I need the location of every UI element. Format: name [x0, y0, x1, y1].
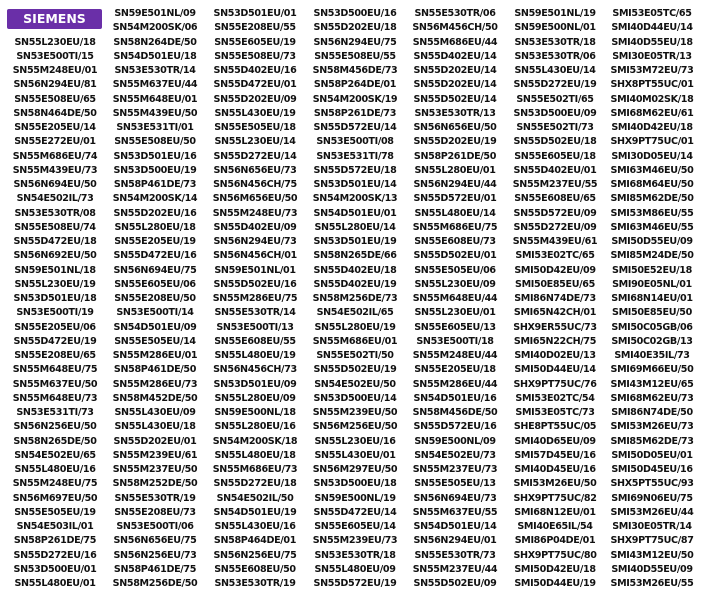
model-number: SMI69M66EU/50 [610, 364, 694, 376]
model-number: SN59E501NL/18 [14, 264, 96, 276]
model-number: SN55E208EU/65 [14, 350, 96, 361]
model-number: SN54E502IL/50 [216, 492, 294, 504]
model-number: SMI85M62DE/50 [610, 193, 694, 205]
model-number: SN58M252DE/50 [112, 478, 198, 490]
model-number: SMI50E52EU/18 [612, 264, 692, 276]
model-number: SN58P461DE/75 [113, 563, 197, 575]
model-number: SN55D472EU/01 [213, 79, 297, 91]
model-number: SN55L230EU/09 [414, 278, 496, 290]
model-number: SN53E531TI/01 [116, 122, 194, 133]
model-number: SN58N464DE/50 [13, 107, 97, 119]
model-number: SN59E500NL/18 [214, 407, 296, 418]
model-number: SHE8PT55UC/05 [513, 421, 597, 433]
model-number: SN55M248EU/01 [12, 65, 98, 76]
model-number: SMI30E05TR/13 [612, 50, 692, 62]
model-number: SN59E501NL/01 [214, 264, 296, 276]
model-number: SN55M648EU/73 [12, 392, 98, 404]
model-number: SN56N256EU/73 [113, 549, 197, 561]
model-number: SMI43M12EU/65 [610, 378, 694, 390]
model-number: SMI40D45EU/16 [514, 464, 596, 475]
model-number: SN59E500NL/19 [314, 492, 396, 504]
model-number: SN55E208EU/50 [114, 293, 196, 304]
model-number: SN55D202EU/14 [413, 79, 497, 91]
model-number: SN55E608EU/50 [214, 563, 296, 575]
model-number: SN56M697EU/50 [12, 492, 98, 504]
model-number: SN55L230EU/01 [414, 307, 496, 319]
model-number: SMI53E05TC/65 [612, 8, 692, 19]
model-number: SN53E530TR/08 [14, 207, 96, 219]
model-number: SN56N694EU/50 [13, 179, 97, 190]
model-number: SN55E605EU/13 [414, 321, 496, 333]
model-number: SHX9PT75UC/76 [513, 378, 597, 390]
model-number: SN55E505EU/18 [214, 122, 296, 133]
model-number: SN55D272EU/18 [213, 478, 297, 490]
model-number: SN53D500EU/19 [113, 164, 197, 176]
model-number: SN56N456CH/75 [213, 179, 297, 190]
model-number: SN58M456DE/50 [412, 407, 498, 418]
model-number: SMI50D44EU/14 [514, 364, 596, 376]
model-number: SMI53M26EU/44 [610, 506, 694, 518]
model-number: SN55E608EU/65 [514, 193, 596, 205]
model-number: SMI50D42EU/09 [514, 264, 596, 276]
model-number: SN53E531TI/73 [16, 407, 94, 418]
model-number: SN53E530TR/14 [114, 65, 196, 76]
model-number: SN55E205EU/19 [114, 236, 196, 247]
model-number: SN55E530TR/06 [414, 8, 496, 19]
model-number: SMI50C02GB/13 [611, 335, 693, 347]
model-number: SN53D500EU/14 [313, 392, 397, 404]
model-number: SN55L230EU/19 [14, 278, 96, 290]
model-number: SN53E500TI/06 [116, 521, 194, 532]
model-number: SN55L280EU/16 [214, 421, 296, 433]
model-number: SN56M456CH/50 [412, 22, 498, 34]
model-number: SN55E508EU/50 [114, 136, 196, 148]
model-number: SN55D502EU/16 [213, 278, 297, 290]
model-number: SMI57D45EU/16 [514, 449, 596, 461]
model-number: SN55L430EU/14 [514, 65, 596, 76]
model-number: SMI50D45EU/16 [611, 464, 693, 475]
model-number: SN55E508EU/55 [314, 50, 396, 62]
model-number: SN55E205EU/14 [14, 122, 96, 133]
model-number: SN54E502IL/73 [16, 193, 94, 205]
model-number: SN55D402EU/01 [513, 164, 597, 176]
model-number: SN56N294EU/81 [13, 79, 97, 91]
model-number: SHX9PT75UC/82 [513, 492, 597, 504]
model-number: SMI68M62EU/61 [610, 107, 694, 119]
model-number: SMI63M46EU/55 [610, 221, 694, 233]
model-number: SN58P461DE/73 [113, 179, 197, 190]
model-number: SN55L280EU/14 [314, 221, 396, 233]
model-number: SN53D501EU/16 [113, 150, 197, 162]
model-number: SN55E208EU/73 [114, 506, 196, 518]
model-number: SMI53M72EU/73 [610, 65, 694, 76]
model-number: SMI40D42EU/18 [611, 122, 693, 133]
model-number: SN56M256EU/50 [312, 421, 398, 433]
model-number: SN55D502EU/18 [513, 136, 597, 148]
model-number: SN55D202EU/01 [113, 435, 197, 447]
model-number: SN54E502EU/73 [414, 449, 496, 461]
model-number: SMI50E85EU/65 [515, 278, 595, 290]
model-number: SN55M248EU/44 [412, 350, 498, 361]
model-number: SMI50D44EU/19 [514, 578, 596, 589]
model-number: SMI40D55EU/18 [611, 36, 693, 48]
model-number: SN54M200SK/13 [312, 193, 398, 205]
model-number: SMI50E85EU/50 [612, 307, 692, 319]
model-number: SN58M452DE/50 [112, 392, 198, 404]
model-number: SN55M237EU/50 [112, 464, 198, 475]
model-number: SHX9PT75UC/01 [610, 136, 694, 148]
model-number: SN55L230EU/18 [14, 36, 96, 48]
model-number: SN55M239EU/61 [112, 449, 198, 461]
model-number: SMI53M26EU/55 [610, 578, 694, 589]
model-number: SN55E530TR/14 [214, 307, 296, 319]
model-number: SMI40D44EU/14 [611, 22, 693, 34]
model-number: SN55M286EU/01 [112, 350, 198, 361]
model-number: SN55M637EU/50 [12, 378, 98, 390]
model-number: SN55E505EU/06 [414, 264, 496, 276]
model-number: SN54E502IL/65 [316, 307, 394, 319]
model-number: SN55D472EU/18 [13, 236, 97, 247]
model-number: SN55D202EU/09 [213, 93, 297, 105]
model-number: SN58P261DE/75 [13, 535, 97, 547]
model-number: SN55D572EU/16 [413, 421, 497, 433]
model-number: SN56N256EU/75 [213, 549, 297, 561]
model-number: SN55E502TI/50 [316, 350, 394, 361]
model-number: SN55M686EU/73 [212, 464, 298, 475]
model-number: SN55M637EU/44 [112, 79, 198, 91]
model-number: SN56M297EU/50 [312, 464, 398, 475]
model-number: SN58N265DE/66 [313, 250, 397, 262]
model-number: SN58M256DE/73 [312, 293, 398, 304]
model-number: SN53E531TI/78 [316, 150, 394, 162]
model-number: SN53D501EU/18 [13, 293, 97, 304]
model-number: SMI40D02EU/13 [514, 350, 596, 361]
model-number: SN55D572EU/14 [313, 122, 397, 133]
model-number: SN53D500EU/09 [513, 107, 597, 119]
model-number: SN55D272EU/14 [213, 150, 297, 162]
model-number: SN56N656EU/50 [413, 122, 497, 133]
model-number: SN53D501EU/01 [213, 8, 297, 19]
model-number: SHX5PT55UC/93 [610, 478, 694, 490]
model-number: SMI40M02SK/18 [610, 93, 694, 105]
model-number: SMI40D55EU/09 [611, 563, 693, 575]
model-number: SMI63M46EU/50 [610, 164, 694, 176]
model-number: SN55E505EU/19 [14, 506, 96, 518]
model-number: SN54E502EU/50 [314, 378, 396, 390]
model-number: SMI68N12EU/01 [514, 506, 596, 518]
model-number: SN54E502EU/65 [14, 449, 96, 461]
model-number: SN55D572EU/19 [313, 578, 397, 589]
model-number: SMI50D05EU/01 [611, 449, 693, 461]
model-number: SN55L480EU/09 [314, 563, 396, 575]
model-number: SN53E530TR/06 [514, 50, 596, 62]
model-number: SN53E530TR/19 [214, 578, 296, 589]
model-number: SN55L480EU/16 [14, 464, 96, 475]
model-number: SN55L230EU/14 [214, 136, 296, 148]
model-number: SN55M237EU/44 [412, 563, 498, 575]
model-number: SN56N694EU/75 [113, 264, 197, 276]
model-number: SN55L430EU/09 [114, 407, 196, 418]
model-number: SN53D500EU/16 [313, 8, 397, 19]
model-number: SN55M439EU/50 [112, 107, 198, 119]
model-number: SN55D502EU/19 [313, 364, 397, 376]
model-number: SN56N456CH/73 [213, 364, 297, 376]
model-number: SMI68M62EU/73 [610, 392, 694, 404]
model-number: SN54D501EU/19 [213, 506, 297, 518]
model-number: SHX9PT75UC/87 [610, 535, 694, 547]
model-number: SN55D202EU/14 [413, 65, 497, 76]
model-number: SN55L280EU/19 [314, 321, 396, 333]
model-number: SN55M248EU/75 [12, 478, 98, 490]
model-number: SN55E205EU/18 [414, 364, 496, 376]
model-number: SN55D402EU/09 [213, 221, 297, 233]
model-number: SMI30D05EU/14 [611, 150, 693, 162]
model-number: SN55D202EU/16 [113, 207, 197, 219]
model-number: SN55L480EU/18 [214, 449, 296, 461]
model-number: SN54M200SK/06 [112, 22, 198, 34]
model-number: SN55L280EU/18 [114, 221, 196, 233]
model-number: SN54D501EU/18 [113, 50, 197, 62]
model-number: SN53E500TI/08 [316, 136, 394, 148]
model-number: SN55E505EU/14 [114, 335, 196, 347]
model-number: SN55D402EU/18 [313, 264, 397, 276]
model-number: SN53D500EU/18 [313, 478, 397, 490]
model-number: SN56N656EU/73 [213, 164, 297, 176]
model-number: SN54M200SK/18 [212, 435, 298, 447]
model-number: SN55L480EU/01 [14, 578, 96, 589]
model-number: SN55D472EU/19 [13, 335, 97, 347]
model-number: SN55M686EU/74 [12, 150, 98, 162]
model-number: SN54M200SK/19 [312, 93, 398, 105]
model-number: SN55L280EU/01 [414, 164, 496, 176]
model-number: SN53E500TI/19 [16, 307, 94, 319]
model-number: SN58P261DE/50 [413, 150, 497, 162]
model-number: SN55D272EU/16 [13, 549, 97, 561]
model-number: SN55M648EU/01 [112, 93, 198, 105]
model-number: SN55M648EU/44 [412, 293, 498, 304]
model-number: SN55D472EU/16 [113, 250, 197, 262]
model-number: SN56M656EU/50 [212, 193, 298, 205]
model-number: SN54M200SK/14 [112, 193, 198, 205]
model-number: SMI53E02TC/65 [515, 250, 595, 262]
model-number: SMI68N14EU/01 [611, 293, 693, 304]
model-number: SN55M648EU/75 [12, 364, 98, 376]
model-number: SMI50D42EU/18 [514, 563, 596, 575]
model-number: SN54D501EU/01 [313, 207, 397, 219]
model-number: SN56N694EU/73 [413, 492, 497, 504]
model-number: SMI50D55EU/09 [611, 236, 693, 247]
model-number: SN55M439EU/73 [12, 164, 98, 176]
model-number: SN55L430EU/18 [114, 421, 196, 433]
model-number: SN55E508EU/65 [14, 93, 96, 105]
model-number: SN59E500NL/01 [514, 22, 596, 34]
model-number: SN55L430EU/19 [214, 107, 296, 119]
model-number: SN54D501EU/16 [413, 392, 497, 404]
model-number: SN55L480EU/14 [414, 207, 496, 219]
model-number: SN58P464DE/01 [213, 535, 297, 547]
model-number: SN55D402EU/16 [213, 65, 297, 76]
model-number: SN55E608EU/55 [214, 335, 296, 347]
model-number: SN55L280EU/09 [214, 392, 296, 404]
model-number: SN55L230EU/16 [314, 435, 396, 447]
model-number: SMI53M26EU/50 [513, 478, 597, 490]
model-number: SN55E530TR/19 [114, 492, 196, 504]
model-number: SMI30E05TR/14 [612, 521, 692, 532]
model-number: SHX8PT55UC/01 [610, 79, 694, 91]
model-number: SN55E608EU/73 [414, 236, 496, 247]
model-number: SMI53M26EU/73 [610, 421, 694, 433]
model-number: SN59E501NL/19 [514, 8, 596, 19]
model-number: SN54E503IL/01 [16, 521, 94, 532]
model-number: SN55E502TI/65 [516, 93, 594, 105]
model-number: SN55D502EU/01 [413, 250, 497, 262]
model-number: SN55M637EU/55 [412, 506, 498, 518]
model-number: SN55E605EU/06 [114, 278, 196, 290]
model-number: SMI50C05GB/06 [611, 321, 693, 333]
model-number: SN53D501EU/14 [313, 179, 397, 190]
model-number: SN59E501NL/09 [114, 8, 196, 19]
model-number: SN55M286EU/75 [212, 293, 298, 304]
model-number: SN55M286EU/44 [412, 378, 498, 390]
model-number: SN55E605EU/18 [514, 150, 596, 162]
model-number: SN55M286EU/73 [112, 378, 198, 390]
model-number: SN56N294EU/44 [413, 179, 497, 190]
model-number: SMI86P04DE/01 [514, 535, 596, 547]
model-number: SMI40E35IL/73 [614, 350, 690, 361]
model-number: SMI53E02TC/54 [515, 392, 595, 404]
model-number: SN55D572EU/09 [513, 207, 597, 219]
model-number: SN55E605EU/14 [314, 521, 396, 532]
model-number: SN55E605EU/19 [214, 36, 296, 48]
model-number: SHX9ER55UC/73 [513, 321, 597, 333]
model-number: SMI53M86EU/55 [610, 207, 694, 219]
model-number: SN56N456CH/01 [213, 250, 297, 262]
model-number: SN55L430EU/01 [314, 449, 396, 461]
model-number: SN56N294EU/01 [413, 535, 497, 547]
model-number: SN53E500TI/14 [116, 307, 194, 319]
model-number: SN55D502EU/14 [413, 93, 497, 105]
model-number: SN55M439EU/61 [512, 236, 598, 247]
model-number: SN53E530TR/18 [514, 36, 596, 48]
model-number: SN55D402EU/14 [413, 50, 497, 62]
model-number: SN55D572EU/18 [313, 164, 397, 176]
model-number: SN53D500EU/01 [13, 563, 97, 575]
model-number: SMI65N42CH/01 [513, 307, 597, 319]
model-number: SN55M237EU/73 [412, 464, 498, 475]
model-number: SN55L430EU/16 [214, 521, 296, 532]
model-number: SN55D202EU/18 [313, 22, 397, 34]
model-number: SN55E272EU/01 [14, 136, 96, 148]
model-number: SN53E530TR/18 [314, 549, 396, 561]
model-number: SMI68M64EU/50 [610, 179, 694, 190]
model-number: SMI65N22CH/75 [513, 335, 597, 347]
model-number: SN55E502TI/73 [516, 122, 594, 133]
model-number: SMI90E05NL/01 [612, 278, 692, 290]
model-number: SN58N264DE/50 [113, 36, 197, 48]
model-number: SN55D272EU/09 [513, 221, 597, 233]
model-number: SMI85M62DE/73 [610, 435, 694, 447]
model-number: SN56N294EU/73 [213, 236, 297, 247]
model-number: SN58P261DE/73 [313, 107, 397, 119]
model-number: SN54D501EU/14 [413, 521, 497, 532]
model-number: SN55M248EU/73 [212, 207, 298, 219]
model-number: SN55D502EU/09 [413, 578, 497, 589]
model-number: SMI53E05TC/73 [515, 407, 595, 418]
model-number: SN56N294EU/75 [313, 36, 397, 48]
model-number: SN54D501EU/09 [113, 321, 197, 333]
model-number: SN53E500TI/13 [216, 321, 294, 333]
model-number: SMI86N74DE/50 [611, 407, 693, 418]
model-number: SN55D572EU/01 [413, 193, 497, 205]
model-number: SN53E530TR/13 [414, 107, 496, 119]
model-number: SN58M456DE/73 [312, 65, 398, 76]
model-number: SN55M239EU/73 [312, 535, 398, 547]
model-number: SN56N656EU/75 [113, 535, 197, 547]
model-number: SMI40E65IL/54 [517, 521, 593, 532]
model-number: SN55M686EU/75 [412, 221, 498, 233]
model-number: SN56N692EU/50 [13, 250, 97, 262]
model-number: SMI40D65EU/09 [514, 435, 596, 447]
model-number: SN55M239EU/50 [312, 407, 398, 418]
model-number: SMI85M24DE/50 [610, 250, 694, 262]
model-number: SHX9PT75UC/80 [513, 549, 597, 561]
model-number: SN55D272EU/19 [513, 79, 597, 91]
model-number: SN58P461DE/50 [113, 364, 197, 376]
model-number: SN53D501EU/09 [213, 378, 297, 390]
model-number: SN55E530TR/73 [414, 549, 496, 561]
model-number: SN53D501EU/19 [313, 236, 397, 247]
model-number: SN58N265DE/50 [13, 435, 97, 447]
siemens-logo: SIEMENS [7, 9, 102, 29]
model-number: SN55D472EU/14 [313, 506, 397, 518]
model-number: SN58M256DE/50 [112, 578, 198, 589]
model-number: SMI43M12EU/50 [610, 549, 694, 561]
model-number: SN53E500TI/18 [416, 335, 494, 347]
model-number: SN55E208EU/55 [214, 22, 296, 34]
model-number: SN55M237EU/55 [512, 179, 598, 190]
model-number: SN55D402EU/19 [313, 278, 397, 290]
model-number: SN59E500NL/09 [414, 435, 496, 447]
model-number: SN55E205EU/06 [14, 321, 96, 333]
model-number: SMI86N74DE/73 [514, 293, 596, 304]
model-number: SMI69N06EU/75 [611, 492, 693, 504]
model-number: SN55L480EU/19 [214, 350, 296, 361]
model-number: SN55E508EU/73 [214, 50, 296, 62]
model-number: SN53E500TI/15 [16, 50, 94, 62]
model-number: SN56N256EU/50 [13, 421, 97, 433]
model-number: SN55M686EU/44 [412, 36, 498, 48]
model-number: SN55M686EU/01 [312, 335, 398, 347]
model-number: SN55E508EU/74 [14, 221, 96, 233]
model-number: SN55E505EU/13 [414, 478, 496, 490]
model-number: SN58P264DE/01 [313, 79, 397, 91]
model-number: SN55D202EU/19 [413, 136, 497, 148]
